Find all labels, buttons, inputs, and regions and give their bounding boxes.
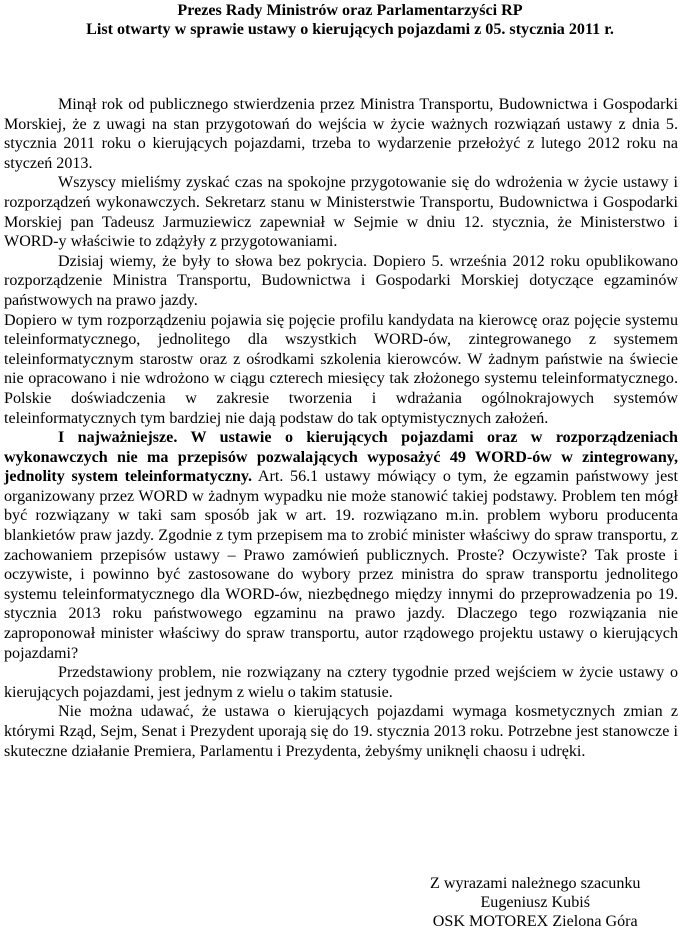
letter-title: List otwarty w sprawie ustawy o kierujących pojazdami z 05. stycznia 2011 r.	[86, 21, 614, 38]
paragraph-5-rest: Art. 56.1 ustawy mówiący o tym, że egzamin państwowy jest organizowany przez WORD w żadnym wypadku nie może stanowić takiej podstawy. Problem ten mógł być rozwiązany w taki sam sposób jak w art. 19. rozwiązano m.in. problem wyboru producenta blankietów praw jazdy. Zgodnie z tym przepisem ma to zrobić minister właściwy do spraw transportu, z zachowaniem przepisów ustawy – Prawo zamówień publicznych. Proste? Oczywiste? Tak proste i oczywiste, i powinno być zastosowane do wybory przez ministra do spraw transportu jednolitego systemu teleinformatycznego dla WORD-ów, niezbędnego między innymi do przeprowadzenia po 19. stycznia 2013 roku państwowego egzaminu na prawo jazdy. Dlaczego tego rozwiązania nie zaproponował minister właściwy do spraw transportu, autor rządowego projektu ustawy o kierujących pojazdami?	[4, 468, 678, 662]
paragraph-5	[4, 428, 678, 663]
paragraph-5-bold: I najważniejsze. W ustawie o kierujących pojazdami oraz w rozporządzeniach wykonawczych nie ma przepisów pozwalających wyposażyć 49 WORD-ów w zintegrowany, jednolity system teleinformatyczny.	[4, 429, 678, 486]
letter-body	[4, 95, 678, 761]
signature-name: Eugeniusz Kubiś	[480, 894, 590, 911]
paragraph-2: Wszyscy mieliśmy zyskać czas na spokojne przygotowanie się do wdrożenia w życie ustawy i rozporządzeń wykonawczych. Sekretarz stanu w Ministerstwie Transportu, Budownictwa i Gospodarki Morskiej pan Tadeusz Jarmuziewicz zapewniał w Sejmie w dniu 12. stycznia, że Ministerstwo i WORD-y właściwie to zdążyły z przygotowaniami.	[4, 174, 678, 251]
signature-org: OSK MOTOREX Zielona Góra	[432, 913, 638, 930]
paragraph-4: Dopiero w tym rozporządzeniu pojawia się pojęcie profilu kandydata na kierowcę oraz pojęcie systemu teleinformatycznego, jednolitego dla wszystkich WORD-ów, zintegrowanego z systemem teleinformatycznym starostw oraz z ośrodkami szkolenia kierowców. W żadnym państwie na świecie nie opracowano i nie wdrożono w ciągu czterech miesięcy tak złożonego systemu teleinformatycznego. Polskie doświadczenia w zakresie tworzenia i wdrażania ogólnokrajowych systemów teleinformatycznych tym bardziej nie dają podstaw do tak optymistycznych założeń.	[4, 311, 678, 427]
addressee-line: Prezes Rady Ministrów oraz Parlamentarzyści RP	[177, 2, 523, 19]
paragraph-7: Nie można udawać, że ustawa o kierujących pojazdami wymaga kosmetycznych zmian z którymi Rząd, Sejm, Senat i Prezydent uporają się do 19. stycznia 2013 roku. Potrzebne jest stanowcze i skuteczne działanie Premiera, Parlamentu i Prezydenta, żebyśmy uniknęli chaosu i udręki.	[4, 703, 678, 760]
paragraph-6: Przedstawiony problem, nie rozwiązany na cztery tygodnie przed wejściem w życie ustawy o kierujących pojazdami, jest jednym z wielu o takim statusie.	[4, 664, 678, 701]
paragraph-3: Dzisiaj wiemy, że były to słowa bez pokrycia. Dopiero 5. września 2012 roku opublikowano rozporządzenie Ministra Transportu, Budownictwa i Gospodarki Morskiej dotyczące egzaminów państwowych na prawo jazdy.	[4, 252, 678, 309]
signature-block	[430, 874, 640, 931]
signature-closing: Z wyrazami należnego szacunku	[430, 875, 641, 892]
letter-header	[0, 1, 700, 39]
paragraph-1: Minął rok od publicznego stwierdzenia przez Ministra Transportu, Budownictwa i Gospodarki Morskiej, że z uwagi na stan przygotowań do wejścia w życie ważnych rozwiązań ustawy z dnia 5. stycznia 2011 roku o kierujących pojazdami, trzeba to wydarzenie przełożyć z lutego 2012 roku na styczeń 2013.	[4, 96, 678, 172]
